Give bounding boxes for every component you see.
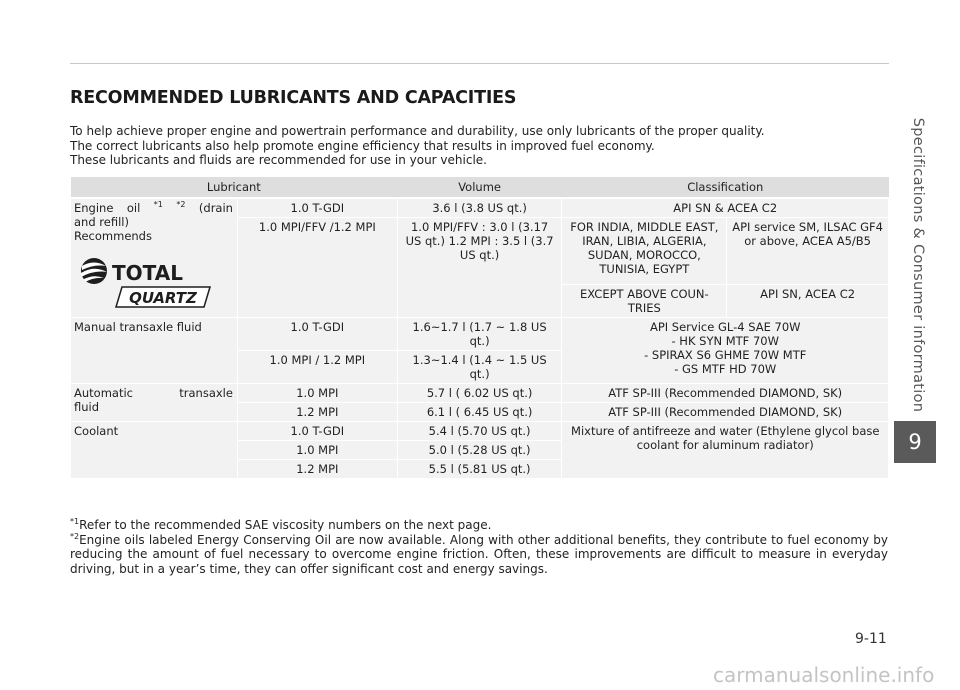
volume-cell: 3.6 l (3.8 US qt.) — [397, 198, 562, 218]
engine-oil-label-line — [74, 201, 233, 215]
logo-quartz-text: QUARTZ — [129, 289, 197, 307]
volume-cell: 1.3~1.4 l (1.4 ~ 1.5 US qt.) — [397, 351, 562, 384]
volume-cell: 5.5 l (5.81 US qt.) — [397, 460, 562, 479]
page-title: RECOMMENDED LUBRICANTS AND CAPACITIES — [70, 88, 517, 108]
footnote-1 — [70, 518, 888, 533]
classification-cell: Mixture of antifreeze and water (Ethylene glycol base coolant for aluminum radiator) — [562, 422, 889, 479]
volume-cell: 5.7 l ( 6.02 US qt.) — [397, 384, 562, 403]
engine-oil-recommends-label: Recommends — [74, 229, 152, 243]
footnote-ref-1: *1 — [153, 200, 163, 210]
volume-cell: 5.0 l (5.28 US qt.) — [397, 441, 562, 460]
region-cell: FOR INDIA, MIDDLE EAST, IRAN, LIBIA, ALGERIA, SUDAN, MOROCCO, TUNISIA, EGYPT — [562, 218, 727, 285]
atf-label-cell — [71, 384, 238, 422]
engine-cell: 1.0 MPI/FFV /1.2 MPI — [237, 218, 397, 318]
engine-oil-drain-label: (drain — [198, 201, 233, 215]
coolant-label-cell: Coolant — [71, 422, 238, 479]
engine-cell: 1.0 T-GDI — [237, 318, 397, 351]
footnote-mark: *1 — [70, 517, 80, 526]
footnote-2 — [70, 533, 888, 577]
table-row — [71, 198, 889, 218]
mtf-class-line: API Service GL-4 SAE 70W — [649, 320, 801, 334]
mtf-class-line: - HK SYN MTF 70W — [671, 334, 779, 348]
volume-cell: 1.6~1.7 l (1.7 ~ 1.8 US qt.) — [397, 318, 562, 351]
engine-oil-refill-label: and refill) — [74, 215, 129, 229]
volume-cell: 6.1 l ( 6.45 US qt.) — [397, 403, 562, 422]
chapter-side-tab — [904, 115, 932, 415]
lubricants-table — [70, 177, 889, 479]
top-divider — [70, 63, 889, 64]
engine-cell: 1.0 MPI / 1.2 MPI — [237, 351, 397, 384]
engine-oil-label-cell — [71, 198, 238, 318]
engine-oil-label: Engine oil — [74, 201, 141, 215]
intro-line: The correct lubricants also help promote engine efficiency that results in improved fuel economy. — [70, 138, 655, 153]
intro-paragraph — [70, 124, 890, 168]
volume-cell: 1.0 MPI/FFV : 3.0 l (3.17 US qt.) 1.2 MPI : 3.5 l (3.7 US qt.) — [397, 218, 562, 318]
atf-label: Automatic — [74, 386, 133, 400]
header-classification: Classification — [562, 177, 889, 198]
classification-cell: ATF SP-III (Recommended DIAMOND, SK) — [562, 384, 889, 403]
classification-cell: API service SM, ILSAC GF4 or above, ACEA A5/B5 — [727, 218, 889, 285]
engine-cell: 1.0 MPI — [237, 384, 397, 403]
table-row — [71, 422, 889, 441]
site-watermark: carmanualsonline.info — [713, 663, 935, 687]
classification-cell: ATF SP-III (Recommended DIAMOND, SK) — [562, 403, 889, 422]
header-lubricant: Lubricant — [71, 177, 398, 198]
quartz-badge — [116, 287, 210, 307]
mtf-class-line: - SPIRAX S6 GHME 70W MTF — [644, 348, 807, 362]
chapter-side-title: Specifications & Consumer information — [910, 117, 926, 413]
engine-cell: 1.0 T-GDI — [237, 422, 397, 441]
header-volume: Volume — [397, 177, 562, 198]
chapter-number-badge: 9 — [894, 421, 936, 463]
atf-label: fluid — [74, 400, 100, 414]
mtf-class-line: - GS MTF HD 70W — [674, 362, 777, 376]
atf-label-line — [74, 386, 233, 400]
engine-cell: 1.0 T-GDI — [237, 198, 397, 218]
footnote-mark: *2 — [70, 531, 80, 541]
table-row — [71, 318, 889, 351]
intro-line: To help achieve proper engine and powertrain performance and durability, use only lubricants of the proper quality. — [70, 124, 765, 138]
engine-cell: 1.2 MPI — [237, 460, 397, 479]
footnote-text: Engine oils labeled Energy Conserving Oil are now available. Along with other additional benefits, they contribute to fuel economy by reducing the amount of fuel necessary to overcome engine friction. Often, these improvements are difficult to measure in everyday driving, but in a year’s time, they can offer significant cost and energy savings. — [70, 532, 888, 576]
table-row — [71, 384, 889, 403]
mtf-label-cell: Manual transaxle fluid — [71, 318, 238, 384]
classification-cell: API SN & ACEA C2 — [562, 198, 889, 218]
footnotes — [70, 518, 888, 576]
total-quartz-logo — [74, 255, 214, 311]
footnote-text: Refer to the recommended SAE viscosity numbers on the next page. — [79, 518, 492, 532]
volume-cell: 5.4 l (5.70 US qt.) — [397, 422, 562, 441]
engine-cell: 1.2 MPI — [237, 403, 397, 422]
region-cell: EXCEPT ABOVE COUNTRIES — [562, 285, 727, 318]
classification-cell: API SN, ACEA C2 — [727, 285, 889, 318]
page-number: 9-11 — [855, 631, 887, 647]
logo-total-text: TOTAL — [112, 261, 183, 285]
engine-cell: 1.0 MPI — [237, 441, 397, 460]
table-header-row — [71, 177, 889, 198]
total-swirl-icon — [81, 258, 107, 284]
intro-line: These lubricants and fluids are recommended for use in your vehicle. — [70, 153, 487, 167]
classification-cell — [562, 318, 889, 384]
atf-label: transaxle — [179, 386, 233, 400]
footnote-ref-2: *2 — [176, 200, 186, 210]
